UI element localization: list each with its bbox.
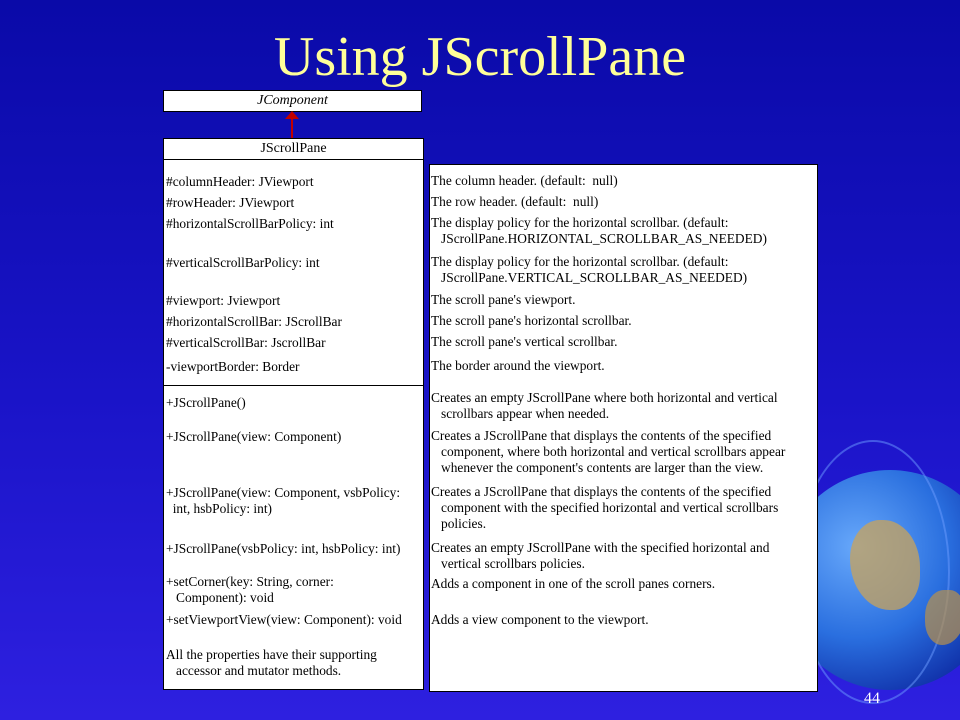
description-item: Creates an empty JScrollPane where both horizontal and vertical xyxy=(431,390,778,405)
parent-class-box: JComponent xyxy=(163,90,422,112)
description-item: scrollbars appear when needed. xyxy=(431,406,610,421)
diagram-note: All the properties have their supporting xyxy=(166,647,377,662)
description-item: component with the specified horizontal and vertical scrollbars xyxy=(431,500,779,515)
method-item: +JScrollPane() xyxy=(166,395,246,410)
slide-number: 44 xyxy=(864,690,880,707)
field-item: #verticalScrollBar: JscrollBar xyxy=(166,335,326,350)
class-name: JScrollPane xyxy=(164,139,423,160)
description-item: Adds a component in one of the scroll panes corners. xyxy=(431,576,716,591)
description-panel xyxy=(429,164,818,692)
method-item: +setViewportView(view: Component): void xyxy=(166,612,402,627)
field-item: #horizontalScrollBar: JScrollBar xyxy=(166,314,342,329)
description-item: Creates an empty JScrollPane with the specified horizontal and xyxy=(431,540,770,555)
description-item: Creates a JScrollPane that displays the contents of the specified xyxy=(431,428,772,443)
slide-title: Using JScrollPane xyxy=(273,26,687,88)
method-item: +JScrollPane(vsbPolicy: int, hsbPolicy: int) xyxy=(166,541,401,556)
method-item: +JScrollPane(view: Component, vsbPolicy: xyxy=(166,485,401,500)
method-item: +setCorner(key: String, corner: xyxy=(166,574,334,589)
diagram-note: accessor and mutator methods. xyxy=(166,663,342,678)
description-item: Adds a view component to the viewport. xyxy=(431,612,649,627)
description-item: JScrollPane.HORIZONTAL_SCROLLBAR_AS_NEEDED) xyxy=(431,231,767,246)
description-item: Creates a JScrollPane that displays the contents of the specified xyxy=(431,484,772,499)
field-item: #columnHeader: JViewport xyxy=(166,174,314,189)
description-item: whenever the component's contents are larger than the view. xyxy=(431,460,764,475)
description-item: The scroll pane's vertical scrollbar. xyxy=(431,334,618,349)
description-item: JScrollPane.VERTICAL_SCROLLBAR_AS_NEEDED) xyxy=(431,270,748,285)
globe-land xyxy=(925,590,960,645)
description-item: The border around the viewport. xyxy=(431,358,605,373)
description-item: vertical scrollbars policies. xyxy=(431,556,585,571)
class-diagram-box xyxy=(163,138,424,690)
description-item: component, where both horizontal and vertical scrollbars appear xyxy=(431,444,786,459)
description-item: The display policy for the horizontal scrollbar. (default: xyxy=(431,254,729,269)
field-item: #verticalScrollBarPolicy: int xyxy=(166,255,320,270)
field-item: #horizontalScrollBarPolicy: int xyxy=(166,216,334,231)
field-item: -viewportBorder: Border xyxy=(166,359,300,374)
field-item: #rowHeader: JViewport xyxy=(166,195,295,210)
description-item: The scroll pane's horizontal scrollbar. xyxy=(431,313,632,328)
description-item: policies. xyxy=(431,516,487,531)
fields-methods-divider xyxy=(164,385,423,386)
description-item: The display policy for the horizontal scrollbar. (default: xyxy=(431,215,729,230)
description-item: The row header. (default: null) xyxy=(431,194,599,209)
inheritance-arrow-head-icon xyxy=(285,111,299,119)
description-item: The scroll pane's viewport. xyxy=(431,292,576,307)
field-item: #viewport: Jviewport xyxy=(166,293,281,308)
method-item: Component): void xyxy=(166,590,274,605)
method-item: +JScrollPane(view: Component) xyxy=(166,429,342,444)
method-item: int, hsbPolicy: int) xyxy=(166,501,273,516)
description-item: The column header. (default: null) xyxy=(431,173,618,188)
